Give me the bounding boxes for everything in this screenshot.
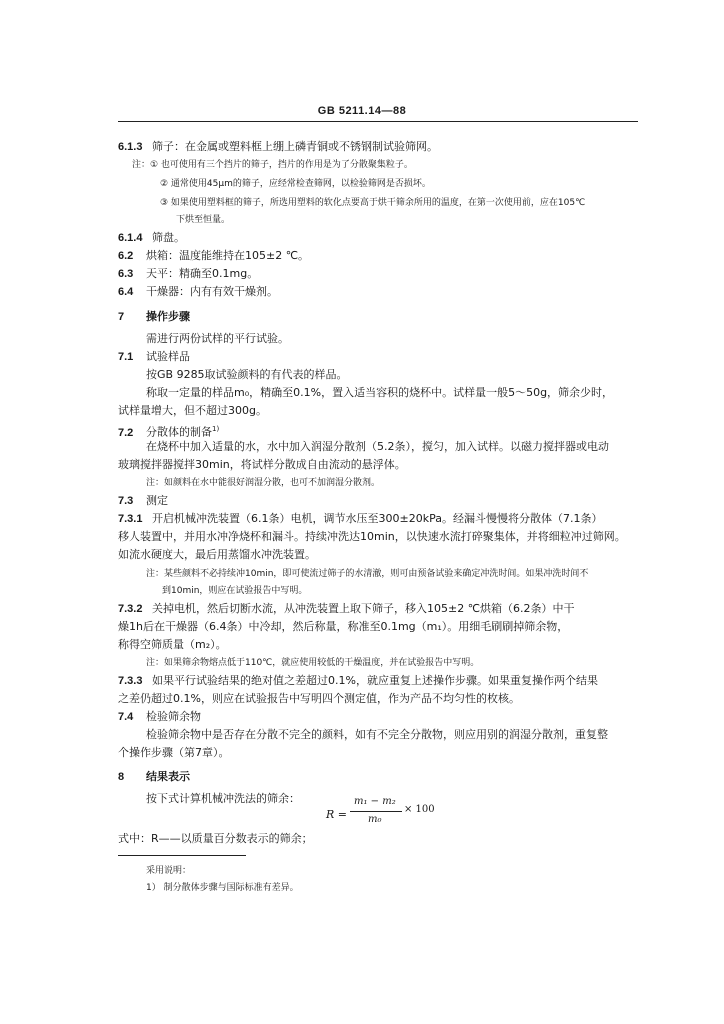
note-6-1-3-1: 注：① 也可使用有三个挡片的筛子，挡片的作用是为了分散聚集粒子。 — [132, 160, 413, 170]
section-7-heading — [118, 310, 190, 324]
section-title: 结果表示 — [146, 770, 190, 783]
formula-lhs: R = — [326, 808, 347, 821]
clause-number: 7.3 — [118, 495, 134, 507]
clause-text: 关掉电机，然后切断水流，从冲洗装置上取下筛子，移入105±2 ℃烘箱（6.2条）中干 — [152, 602, 575, 615]
formula-numerator: m₁ − m₂ — [354, 796, 396, 807]
clause-7-3-2-p1 — [118, 602, 575, 616]
note-6-1-3-2: ② 通常使用45μm的筛子，应经常检查筛网，以检验筛网是否损坏。 — [160, 179, 431, 189]
clause-number: 6.1.4 — [118, 232, 143, 244]
note-6-1-3-3a: ③ 如果使用塑料框的筛子，所选用塑料的软化点要高于烘干筛余所用的温度，在第一次使用前，应在105℃ — [160, 198, 586, 208]
clause-title: 试验样品 — [146, 350, 190, 363]
footnote-text: 1） 制分散体步骤与国际标准有差异。 — [146, 883, 299, 893]
clause-7-3-1-note1: 注：某些颜料不必持续冲10min，即可使流过筛子的水清澈，则可由预备试验来确定冲洗时间。如果冲洗时间不 — [146, 569, 589, 579]
formula-factor: × 100 — [404, 804, 435, 815]
clause-title: 检验筛余物 — [146, 710, 201, 723]
footnote-marker: 1) — [212, 425, 220, 433]
section-number: 7 — [118, 311, 125, 323]
clause-6-3 — [118, 267, 258, 281]
clause-title: 测定 — [146, 494, 168, 507]
section-title: 操作步骤 — [146, 310, 190, 323]
clause-7-3-1-note2: 到10min，则应在试验报告中写明。 — [162, 586, 308, 596]
clause-text: 筛子：在金属或塑料框上绷上磷青铜或不锈钢制试验筛网。 — [152, 140, 438, 153]
clause-7-2-p1: 在烧杯中加入适量的水，水中加入润湿分散剂（5.2条），搅匀，加入试样。以磁力搅拌器或电动 — [146, 440, 609, 453]
clause-7-3-2-note: 注：如果筛余物熔点低于110℃，就应使用较低的干燥温度，并在试验报告中写明。 — [146, 658, 480, 668]
clause-title: 分散体的制备 — [146, 425, 212, 439]
clause-7-3-2-p3: 称得空筛质量（m₂）。 — [118, 638, 227, 651]
clause-7-2-p2: 玻璃搅拌器搅拌30min，将试样分散成自由流动的悬浮体。 — [118, 458, 406, 471]
clause-number: 6.1.3 — [118, 141, 143, 153]
clause-7-4-p1: 检验筛余物中是否存在分散不完全的颜料，如有不完全分散物，则应用别的润湿分散剂，重复整 — [146, 728, 608, 741]
clause-text: 天平：精确至0.1mg。 — [146, 267, 259, 280]
formula-denominator: m₀ — [368, 814, 382, 825]
clause-text: 干燥器：内有有效干燥剂。 — [146, 285, 278, 298]
clause-number: 6.2 — [118, 250, 134, 262]
clause-number: 7.4 — [118, 711, 134, 723]
clause-7-3-2-p2: 燥1h后在干燥器（6.4条）中冷却，然后称量，称准至0.1mg（m₁）。用细毛刷刷掉筛余物， — [118, 620, 569, 633]
footnote-label: 采用说明： — [146, 866, 192, 876]
clause-7-3-3-p1 — [118, 674, 598, 688]
footnote-rule — [118, 855, 246, 856]
clause-number: 6.4 — [118, 286, 134, 298]
clause-7-2-heading — [118, 422, 219, 440]
clause-7-3-3-p2: 之差仍超过0.1%，则应在试验报告中写明四个测定值，作为产品不均匀性的枚核。 — [118, 692, 520, 705]
clause-6-1-4 — [118, 231, 185, 245]
formula-where: 式中：R——以质量百分数表示的筛余； — [118, 832, 313, 845]
clause-7-4-p2: 个操作步骤（第7章）。 — [118, 746, 230, 759]
clause-7-1-p3: 试样量增大，但不超过300g。 — [118, 404, 267, 417]
clause-7-3-heading — [118, 494, 168, 508]
clause-text: 筛盘。 — [152, 231, 185, 244]
section-number: 8 — [118, 771, 125, 783]
clause-number: 7.3.1 — [118, 513, 143, 525]
clause-7-4-heading — [118, 710, 201, 724]
clause-number: 6.3 — [118, 268, 134, 280]
clause-6-1-3 — [118, 140, 438, 154]
clause-text: 如果平行试验结果的绝对值之差超过0.1%，就应重复上述操作步骤。如果重复操作两个结果 — [152, 674, 598, 687]
clause-7-1-p1: 按GB 9285取试验颜料的有代表的样品。 — [146, 368, 348, 381]
note-6-1-3-3b: 下烘至恒量。 — [176, 215, 231, 225]
clause-7-1-p2: 称取一定量的样品m₀，精确至0.1%，置入适当容积的烧杯中。试样量一般5～50g，筛余少时， — [146, 386, 614, 399]
clause-number: 7.2 — [118, 426, 134, 439]
page-header: GB 5211.14—88 — [317, 105, 407, 117]
header-rule — [118, 121, 638, 122]
clause-number: 7.1 — [118, 351, 134, 363]
clause-7-3-1-p3: 如流水硬度大，最后用蒸馏水冲洗装置。 — [118, 548, 316, 561]
section-8-heading — [118, 770, 190, 784]
section-8-intro: 按下式计算机械冲洗法的筛余： — [146, 792, 300, 805]
formula-fraction-bar — [350, 811, 402, 812]
section-7-intro: 需进行两份试样的平行试验。 — [146, 332, 289, 345]
clause-7-3-1-p2: 移人装置中，并用水冲净烧杯和漏斗。持续冲洗达10min，以快速水流打碎聚集体，并将细粒冲过筛网。 — [118, 530, 626, 543]
clause-6-2 — [118, 249, 309, 263]
clause-7-2-note: 注：如颜料在水中能很好润湿分散，也可不加润湿分散剂。 — [146, 478, 381, 488]
clause-7-3-1-p1 — [118, 512, 602, 526]
clause-number: 7.3.2 — [118, 603, 143, 615]
clause-6-4 — [118, 285, 278, 299]
clause-text: 开启机械冲洗装置（6.1条）电机，调节水压至300±20kPa。经漏斗慢慢将分散体（7.1条） — [152, 512, 603, 525]
clause-number: 7.3.3 — [118, 675, 143, 687]
clause-text: 烘箱：温度能维持在105±2 ℃。 — [146, 249, 310, 262]
clause-7-1-heading — [118, 350, 190, 364]
